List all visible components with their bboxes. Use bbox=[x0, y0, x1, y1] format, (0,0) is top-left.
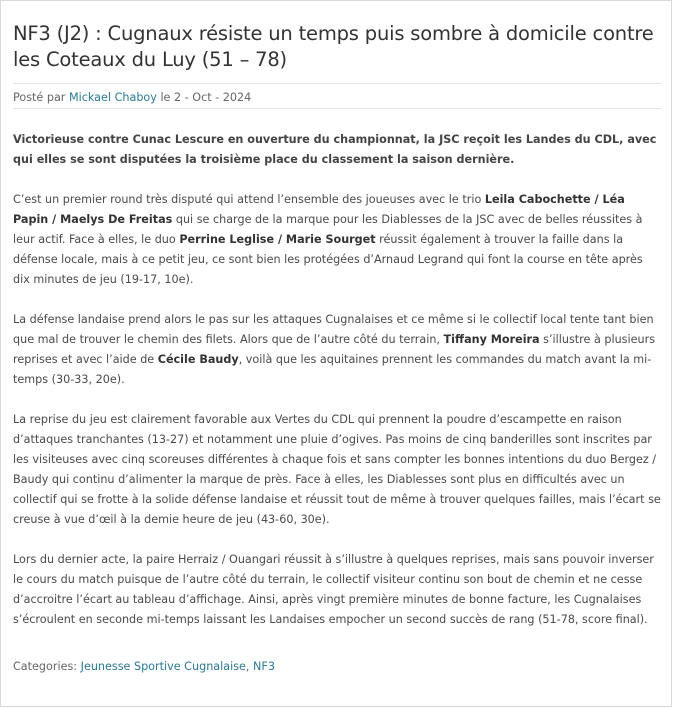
p1-text-1: C’est un premier round très disputé qui attend l’ensemble des joueuses avec le trio bbox=[13, 193, 485, 206]
p1-text-2: qui se charge de la marque pour les Diablesses de la JSC avec de belles réussites à leur actif. Face à elles, le duo bbox=[13, 213, 643, 246]
p2-player-2: Cécile Baudy bbox=[157, 353, 239, 366]
p1-players-jsc: Leila Cabochette / Léa Papin / Maelys De Freitas bbox=[13, 193, 625, 226]
p2-text-2: s’illustre à plusieurs reprises et avec l’aide de bbox=[13, 333, 656, 366]
p1-players-cdl: Perrine Leglise / Marie Sourget bbox=[179, 233, 376, 246]
p2-player-1: Tiffany Moreira bbox=[443, 333, 540, 346]
p2-text-3: , voilà que les aquitaines prennent les commandes du match avant la mi-temps (30-33, 20e). bbox=[13, 353, 652, 386]
category-link-nf3[interactable]: NF3 bbox=[253, 660, 275, 673]
paragraph-1 bbox=[13, 190, 661, 290]
categories-separator: , bbox=[245, 660, 254, 673]
paragraph-3: La reprise du jeu est clairement favorable aux Vertes du CDL qui prennent la poudre d’escampette en raison d’attaques tranchantes (13-27) et notamment une pluie d’ogives. Pas moins de cinq banderilles sont inscrites par les visiteuses avec cinq scoreuses différentes à chaque fois et sans compter les bonnes intentions du duo Bergez / Baudy qui continu d’alimenter la marque de près. Face à elles, les Diablesses sont plus en difficultés avec un collectif qui se frotte à la solide défense landaise et réussit tout de même à trouver quelques failles, mais l’écart se creuse à vue d’œil à la demie heure de jeu (43-60, 30e). bbox=[13, 413, 661, 526]
intro-paragraph: Victorieuse contre Cunac Lescure en ouverture du championnat, la JSC reçoit les Landes du CDL, avec qui elles se sont disputées la troisième place du classement la saison dernière. bbox=[13, 133, 657, 166]
title-divider bbox=[13, 83, 661, 84]
author-link[interactable]: Mickael Chaboy bbox=[68, 91, 157, 104]
p1-text-3: réussit également à trouver la faille dans la défense locale, mais à ce petit jeu, ce sont bien les protégées d’Arnaud Legrand qui font la course en tête après dix minutes de jeu (19-17, 10e). bbox=[13, 233, 643, 286]
post-meta bbox=[13, 91, 251, 105]
meta-date-prefix: le bbox=[156, 91, 174, 104]
paragraph-2 bbox=[13, 310, 661, 390]
paragraph-4: Lors du dernier acte, la paire Herraiz / Ouangari réussit à s’illustre à quelques reprises, mais sans pouvoir inverser le cours du match puisque de l’autre côté du terrain, le collectif visiteur continu son bout de chemin et ne cesse d’accroitre l’écart au tableau d’affichage. Ainsi, après vingt première minutes de bonne facture, les Cugnalaises s’écroulent en seconde mi-temps laissant les Landaises empocher un second succès de rang (51-78, score final). bbox=[13, 553, 654, 626]
post-categories bbox=[13, 660, 275, 674]
meta-divider bbox=[13, 108, 661, 109]
meta-prefix: Posté par bbox=[13, 91, 69, 104]
category-link-jsc[interactable]: Jeunesse Sportive Cugnalaise bbox=[80, 660, 246, 673]
post-content bbox=[13, 130, 661, 650]
p2-text-1: La défense landaise prend alors le pas sur les attaques Cugnalaises et ce même si le collectif local tente tant bien que mal de trouver le chemin des filets. Alors que de l’autre côté du terrain, bbox=[13, 313, 654, 346]
categories-label: Categories: bbox=[13, 660, 81, 673]
post-date: 2 - Oct - 2024 bbox=[174, 91, 252, 104]
post-title: NF3 (J2) : Cugnaux résiste un temps puis sombre à domicile contre les Coteaux du Luy (51 – 78) bbox=[13, 22, 654, 71]
